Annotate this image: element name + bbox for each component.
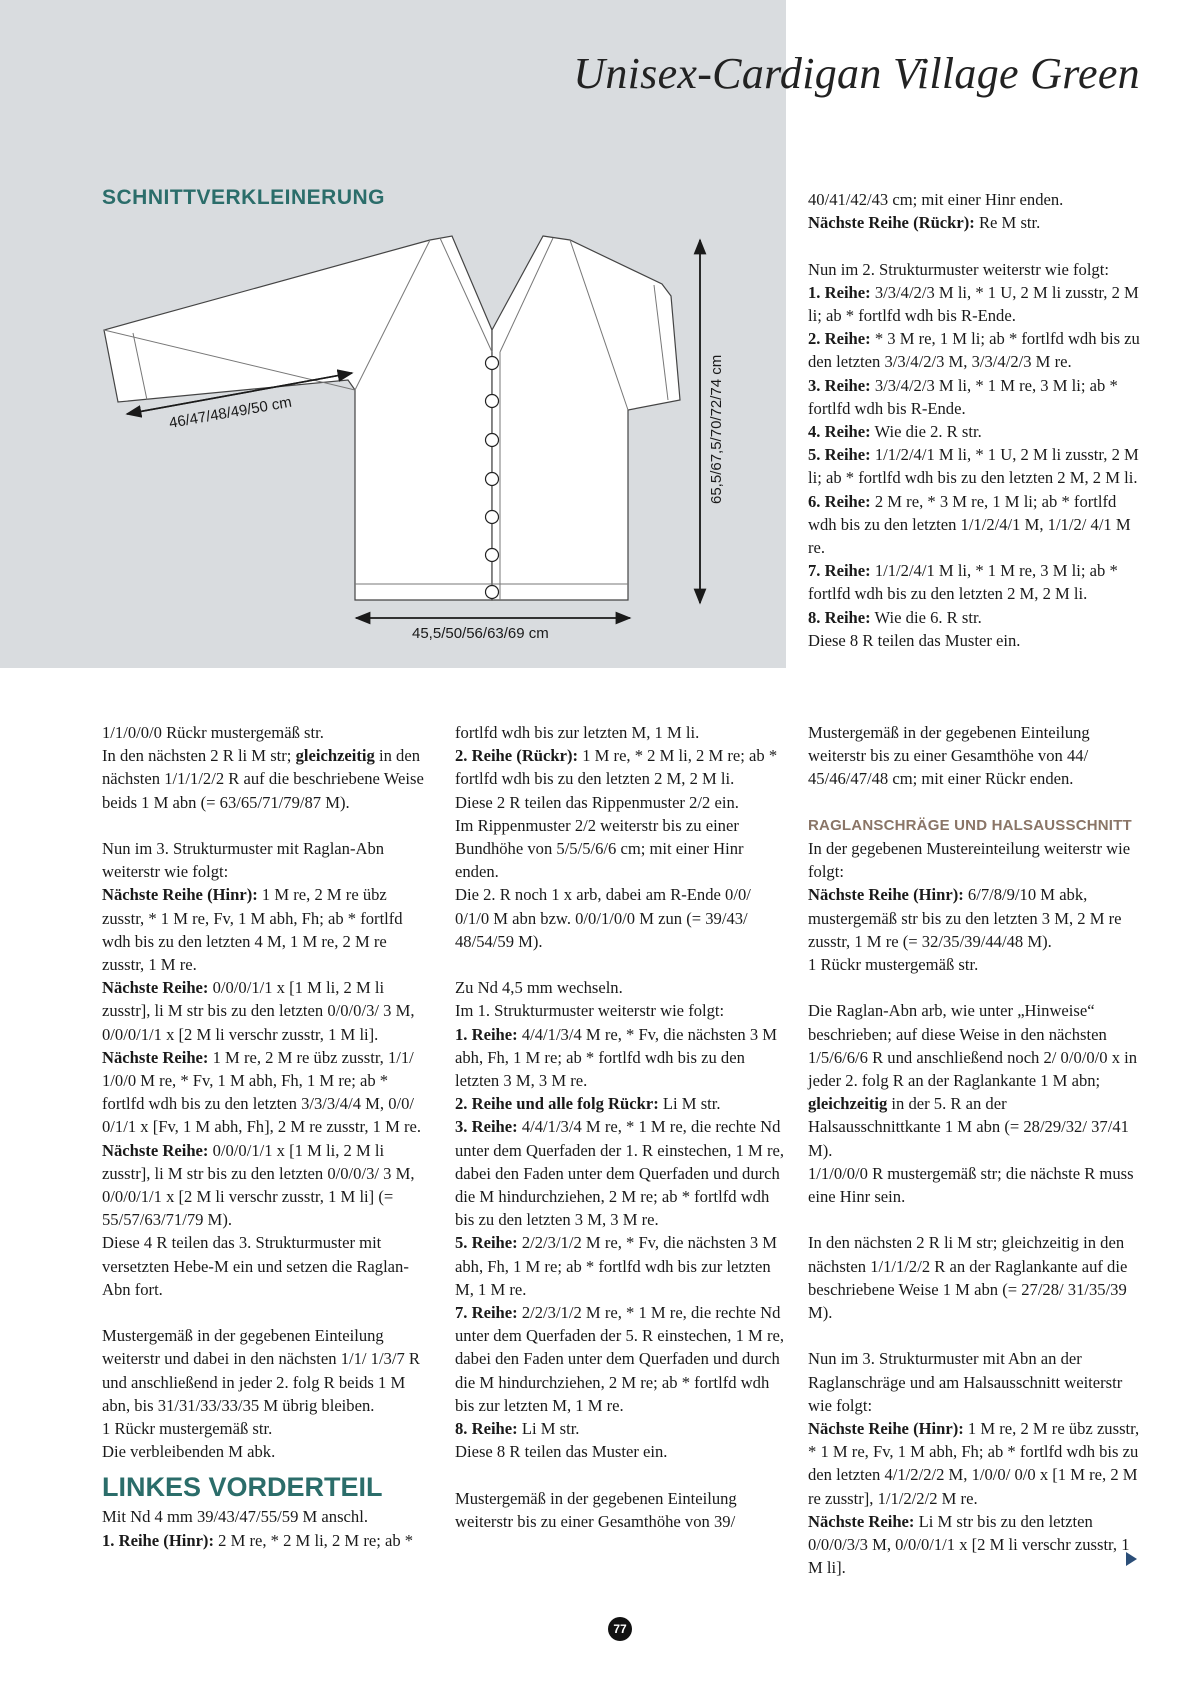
paragraph-text: 4/4/1/3/4 M re, * Fv, die nächsten 3 M abh, Fh, 1 M re; ab * fortlfd wdh bis zu den letzten 3 M, 3 M re. [455,1024,778,1091]
paragraph-text: Nun im 3. Strukturmuster mit Raglan-Abn weiterstr wie folgt: [102,839,385,882]
paragraph [102,721,432,744]
paragraph-text: Die verbleibenden M abk. [102,1442,276,1462]
paragraph [808,211,1143,234]
paragraph [102,1529,432,1552]
row-label: 1. Reihe (Hinr): [102,1530,214,1550]
paragraph-text: Zu Nd 4,5 mm wechseln. [455,978,623,998]
row-label: 7. Reihe: [455,1303,518,1323]
paragraph-text: Li M str bis zu den letzten 0/0/0/3/3 M, 0/0/0/1/1 x [2 M li verschr zusstr, 1 M li]. [808,1511,1130,1578]
paragraph [102,1505,432,1528]
paragraph [455,791,785,814]
cardigan-outline-right [492,236,680,600]
paragraph [102,1046,432,1139]
paragraph [455,1301,785,1417]
paragraph-text: 2/2/3/1/2 M re, * 1 M re, die rechte Nd unter dem Querfaden der 5. R einstechen, 1 M re, dabei den Faden unter dem Querfaden und durch die M hindurchziehen, 2 M re; ab * fortlfd wdh bis zur letzten M, 1 M re. [455,1303,784,1415]
paragraph [455,1440,785,1463]
row-label: 2. Reihe: [808,329,871,349]
paragraph-text: Nun im 3. Strukturmuster mit Abn an der Raglanschräge und am Halsausschnitt weiterstr wie folgt: [808,1349,1123,1415]
paragraph-text: Diese 2 R teilen das Rippenmuster 2/2 ein. [455,792,739,812]
paragraph-text: 0/0/0/1/1 x [1 M li, 2 M li zusstr], li M str bis zu den letzten 0/0/0/3/ 3 M, 0/0/0/1/1 x [2 M li verschr zusstr, 1 M li] (= 55/57/63/71/79 M). [102,1140,415,1230]
paragraph [102,1231,432,1301]
row-label: 2. Reihe (Rückr): [455,746,579,766]
paragraph [102,1440,432,1463]
row-label: 7. Reihe: [808,561,871,581]
row-label: Nächste Reihe: [808,1511,915,1531]
paragraph [808,374,1143,420]
row-label: Nächste Reihe: [102,1047,209,1067]
paragraph [455,744,785,790]
paragraph-text: 1 M re, 2 M re übz zusstr, * 1 M re, Fv, 1 M abh, Fh; ab * fortlfd wdh bis zu den letzten 4 M, 1 M re, 2 M re zusstr, 1 M re. [102,885,403,975]
paragraph-gap [808,976,1143,999]
paragraph [455,1092,785,1115]
paragraph-gap [808,1324,1143,1347]
paragraph-text: 1/1/0/0/0 R mustergemäß str; die nächste R muss eine Hinr sein. [808,1163,1134,1207]
height-label: 65,5/67,5/70/72/74 cm [708,354,725,504]
paragraph [808,953,1143,976]
paragraph-text: 3/3/4/2/3 M li, * 1 U, 2 M li zusstr, 2 M li; ab * fortlfd wdh bis R-Ende. [808,282,1139,325]
row-label: Nächste Reihe: [102,978,209,998]
row-label: 6. Reihe: [808,491,871,511]
paragraph-text: In den nächsten 2 R li M str; gleichzeitig in den nächsten 1/1/1/2/2 R an der Raglankante auf die beschriebene Weise 1 M abn (= 27/28/ 31/35/39 M). [808,1233,1128,1323]
paragraph [808,837,1143,883]
paragraph [102,976,432,1046]
paragraph-text: Diese 4 R teilen das 3. Strukturmuster mit versetzten Hebe-M ein und setzen die Raglan-Abn fort. [102,1233,409,1299]
paragraph [455,1231,785,1301]
paragraph [808,1417,1143,1510]
paragraph-text: Mit Nd 4 mm 39/43/47/55/59 M anschl. [102,1507,368,1527]
paragraph-text: Mustergemäß in der gegebenen Einteilung weiterstr und dabei in den nächsten 1/1/ 1/3/7 R und anschließend in jeder 2. folg R beids 1 M abn, bis 31/31/33/33/35 M übrig bleiben. [102,1326,420,1415]
paragraph-text: Mustergemäß in der gegebenen Einteilung weiterstr bis zu einer Gesamthöhe von 44/ 45/46/47/48 cm; mit einer Rückr enden. [808,723,1090,789]
row-label: 3. Reihe: [455,1117,518,1137]
paragraph [102,883,432,976]
paragraph [102,1139,432,1232]
paragraph-text: 1 Rückr mustergemäß str. [102,1419,273,1439]
paragraph-text: 0/0/0/1/1 x [1 M li, 2 M li zusstr], li M str bis zu den letzten 0/0/0/3/ 3 M, 0/0/0/1/1 x [2 M li verschr zusstr, 1 M li]. [102,978,415,1044]
sleeve-length-label: 46/47/48/49/50 cm [167,393,294,432]
page-number: 77 [608,1617,632,1641]
paragraph-gap [455,1463,785,1486]
paragraph-text: Mustergemäß in der gegebenen Einteilung weiterstr bis zu einer Gesamthöhe von 39/ [455,1488,737,1531]
paragraph [808,1162,1143,1208]
row-label: Nächste Reihe: [102,1140,209,1160]
paragraph-text: 2/2/3/1/2 M re, * Fv, die nächsten 3 M abh, Fh, 1 M re; ab * fortlfd wdh bis zur letzten M, 1 M re. [455,1233,778,1299]
paragraph-gap [102,1301,432,1324]
paragraph [808,490,1143,560]
row-label: Nächste Reihe (Hinr): [808,885,964,905]
paragraph [455,883,785,953]
row-label: 4. Reihe: [808,422,871,442]
paragraph [102,1324,432,1417]
paragraph [455,999,785,1022]
paragraph-text: Nun im 2. Strukturmuster weiterstr wie folgt: [808,259,1109,279]
paragraph [808,443,1143,489]
section-heading-raglan: RAGLANSCHRÄGE UND HALSAUSSCHNITT [808,816,1132,834]
paragraph-gap [455,953,785,976]
row-label: Nächste Reihe (Rückr): [808,213,975,233]
paragraph-text: 2 M re, * 2 M li, 2 M re; ab * [213,1530,414,1550]
paragraph-text: 1/1/2/4/1 M li, * 1 U, 2 M li zusstr, 2 M li; ab * fortlfd wdh bis zu den letzten 2 M, 2 M li. [808,445,1139,488]
paragraph-text: Wie die 2. R str. [870,422,982,442]
column-3 [808,721,1143,1579]
row-label: 2. Reihe und alle folg Rückr: [455,1094,659,1114]
paragraph-text: 1 Rückr mustergemäß str. [808,955,979,975]
paragraph [455,814,785,884]
paragraph [808,883,1143,953]
row-label: Nächste Reihe (Hinr): [102,885,258,905]
paragraph-text: Re M str. [974,213,1041,233]
paragraph [102,1417,432,1440]
paragraph-text: 1/1/0/0/0 Rückr mustergemäß str. [102,723,324,742]
paragraph-text: in der 5. R an der Halsausschnittkante 1 M abn (= 28/29/32/ 37/41 M). [808,1094,1129,1160]
emphasis: gleichzeitig [295,746,375,766]
width-label: 45,5/50/56/63/69 cm [412,625,549,642]
paragraph-text: 1 M re, * 2 M li, 2 M re; ab * fortlfd wdh bis zu den letzten 2 M, 2 M li. [455,746,778,789]
row-label: 5. Reihe: [808,445,871,465]
paragraph [808,606,1143,629]
emphasis: gleichzeitig [808,1094,888,1114]
paragraph [455,1115,785,1231]
row-label: Nächste Reihe (Hinr): [808,1419,964,1439]
paragraph [808,188,1143,211]
paragraph [455,721,785,744]
section-heading-linkes-vorderteil: LINKES VORDERTEIL [102,1472,383,1503]
row-label: 1. Reihe: [455,1024,518,1044]
paragraph [808,281,1143,327]
column-1 [102,721,432,1552]
paragraph-text: 3/3/4/2/3 M li, * 1 M re, 3 M li; ab * fortlfd wdh bis R-Ende. [808,375,1118,418]
column-2 [455,721,785,1533]
paragraph [455,1023,785,1093]
row-label: 1. Reihe: [808,282,871,302]
paragraph-text: 4/4/1/3/4 M re, * 1 M re, die rechte Nd unter dem Querfaden der 1. R einstechen, 1 M re, dabei den Faden unter dem Querfaden und durch die M hindurchziehen, 2 M re; ab * fortlfd wdh bis zu den letzten 3 M, 3 M re. [455,1117,784,1230]
paragraph-text: Im Rippenmuster 2/2 weiterstr bis zu einer Bundhöhe von 5/5/5/6/6 cm; mit einer Hinr enden. [455,815,744,882]
paragraph-text: 1 M re, 2 M re übz zusstr, 1/1/ 1/0/0 M re, * Fv, 1 M abh, Fh, 1 M re; ab * fortlfd wdh bis zu den letzten 3/3/3/4/4 M, 0/0/ 0/1/1 x [Fv, 1 M abh, Fh], 2 M re zusstr, 1 M re. [102,1047,422,1137]
paragraph [808,327,1143,373]
paragraph-gap [102,814,432,837]
paragraph [808,1231,1143,1324]
paragraph [808,721,1143,791]
paragraph-text: 1/1/2/4/1 M li, * 1 M re, 3 M li; ab * fortlfd wdh bis zu den letzten 2 M, 2 M li. [808,561,1118,604]
paragraph-gap [808,1208,1143,1231]
paragraph-text: 1 M re, 2 M re übz zusstr, * 1 M re, Fv, 1 M abh, Fh; ab * fortlfd wdh bis zu den letzten 4/1/2/2/2 M, 1/0/0/ 0/0 x [1 M re, 2 M re zusstr], 1/1/2/2/2 M re. [808,1419,1140,1508]
row-label: 8. Reihe: [455,1419,518,1439]
paragraph-text: in den nächsten 1/1/1/2/2 R auf die beschriebene Weise beids 1 M abn (= 63/65/71/79/87 M). [102,746,424,812]
page-title: Unisex-Cardigan Village Green [573,49,1140,98]
paragraph-text: Wie die 6. R str. [870,607,982,627]
paragraph-gap [808,791,1143,814]
paragraph [808,559,1143,605]
paragraph [102,744,432,814]
paragraph-text: Diese 8 R teilen das Muster ein. [808,630,1021,650]
paragraph [808,420,1143,443]
paragraph [455,1487,785,1533]
paragraph [808,629,1143,652]
paragraph-text: Li M str. [517,1419,580,1439]
paragraph [808,999,1143,1161]
paragraph-text: In den nächsten 2 R li M str; [102,746,296,766]
paragraph-text: 2 M re, * 3 M re, 1 M li; ab * fortlfd wdh bis zu den letzten 1/1/2/4/1 M, 1/1/2/ 4/1 M re. [808,491,1131,558]
column-3-top [808,188,1143,652]
row-label: 8. Reihe: [808,607,871,627]
paragraph-text: * 3 M re, 1 M li; ab * fortlfd wdh bis zu den letzten 3/3/4/2/3 M, 3/3/4/2/3 M re. [808,329,1140,372]
paragraph [808,258,1143,281]
paragraph [102,837,432,883]
paragraph-text: Die Raglan-Abn arb, wie unter „Hinweise“ beschrieben; auf diese Weise in den nächsten 1/5/6/6/6 R und anschließend noch 2/ 0/0/0/0 x in jeder 2. folg R an der Raglankante 1 M abn; [808,1001,1138,1091]
continue-arrow-icon [1126,1552,1137,1566]
paragraph-text: 40/41/42/43 cm; mit einer Hinr enden. [808,190,1064,209]
paragraph-text: 6/7/8/9/10 M abk, mustergemäß str bis zu den letzten 3 M, 2 M re zusstr, 1 M re (= 32/35/39/44/48 M). [808,885,1122,951]
paragraph-text: Li M str. [658,1094,721,1114]
cardigan-outline [104,236,492,600]
paragraph-text: Im 1. Strukturmuster weiterstr wie folgt: [455,1001,725,1021]
paragraph-text: fortlfd wdh bis zur letzten M, 1 M li. [455,723,700,742]
paragraph-text: In der gegebenen Mustereinteilung weiterstr wie folgt: [808,839,1131,882]
paragraph-text: Diese 8 R teilen das Muster ein. [455,1442,668,1462]
paragraph [808,1510,1143,1580]
paragraph [455,976,785,999]
cardigan-schematic [0,0,786,668]
paragraph [808,1347,1143,1417]
paragraph-gap [808,234,1143,257]
row-label: 5. Reihe: [455,1233,518,1253]
paragraph-text: Die 2. R noch 1 x arb, dabei am R-Ende 0/0/ 0/1/0 M abn bzw. 0/0/1/0/0 M zun (= 39/43/ 48/54/59 M). [455,885,751,951]
schematic-heading: SCHNITTVERKLEINERUNG [102,186,386,209]
paragraph [455,1417,785,1440]
row-label: 3. Reihe: [808,375,871,395]
